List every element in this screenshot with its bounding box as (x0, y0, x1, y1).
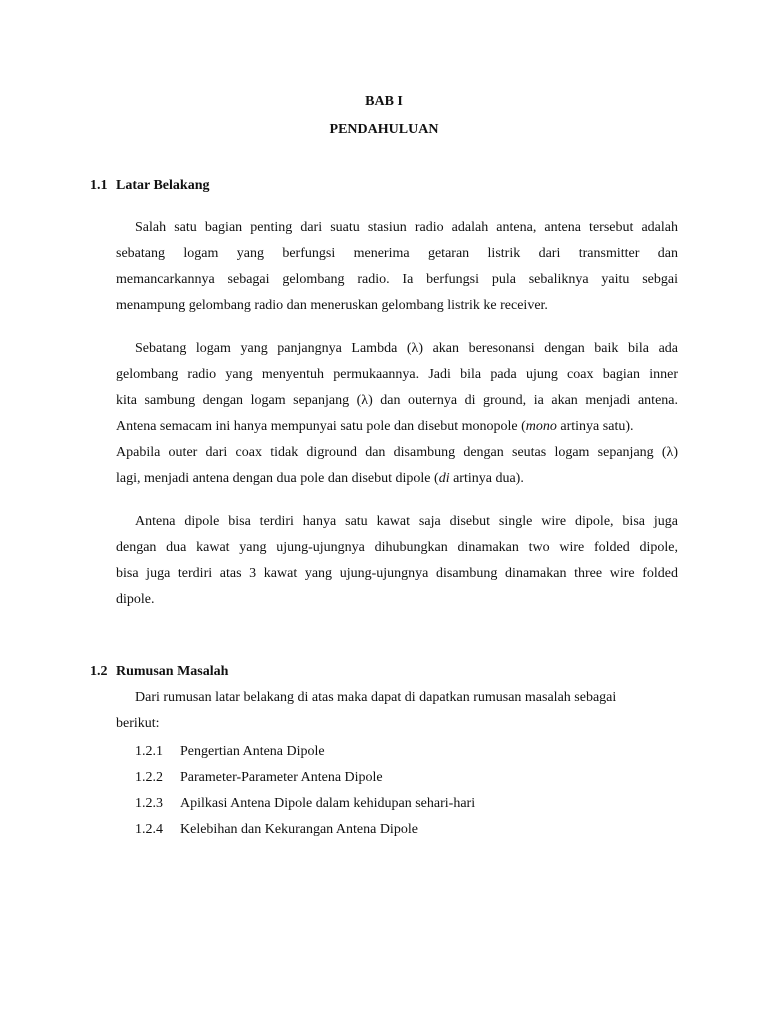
section-number: 1.2 (90, 664, 108, 679)
paragraph-line: Dari rumusan latar belakang di atas maka dapat di dapatkan rumusan masalah sebagai (135, 690, 617, 705)
paragraph-line: memancarkannya sebagai gelombang radio. Ia berfungsi pula sebaliknya yaitu sebgai (116, 272, 678, 287)
list-item (135, 791, 475, 817)
paragraph-line: berikut: (116, 716, 160, 731)
section-heading-latar-belakang (90, 178, 209, 194)
paragraph-line: bisa juga terdiri atas 3 kawat yang ujung-ujungnya disambung dinamakan three wire folded (116, 566, 678, 581)
paragraph-line: kita sambung dengan logam sepanjang (λ) dan outernya di ground, ia akan menjadi antena. (116, 393, 678, 408)
list-item-text: Parameter-Parameter Antena Dipole (180, 770, 383, 785)
list-item-number: 1.2.3 (135, 796, 163, 811)
paragraph-2 (116, 336, 678, 492)
chapter-title: PENDAHULUAN (329, 122, 439, 137)
paragraph-line: menampung gelombang radio dan meneruskan gelombang listrik ke receiver. (116, 298, 548, 313)
paragraph-line: Salah satu bagian penting dari suatu stasiun radio adalah antena, antena tersebut adalah (135, 220, 678, 235)
paragraph-1 (116, 215, 678, 319)
paragraph-line: dipole. (116, 592, 155, 607)
section-heading-rumusan-masalah (90, 664, 228, 680)
paragraph-line: dengan dua kawat yang ujung-ujungnya dihubungkan dinamakan two wire folded dipole, (116, 540, 678, 555)
line-segment: lagi, menjadi antena dengan dua pole dan disebut dipole ( (116, 471, 439, 486)
section-number: 1.1 (90, 178, 108, 193)
paragraph-line (116, 466, 678, 492)
emphasis-mono: mono (525, 419, 557, 434)
paragraph-3 (116, 509, 678, 613)
list-item-text: Kelebihan dan Kekurangan Antena Dipole (180, 822, 418, 837)
list-item (135, 739, 475, 765)
paragraph-line (116, 414, 678, 440)
line-segment: artinya satu). (556, 419, 634, 434)
problem-list (135, 739, 475, 843)
section-title: Rumusan Masalah (116, 664, 229, 679)
paragraph-line: gelombang radio yang menyentuh permukaannya. Jadi bila pada ujung coax bagian inner (116, 367, 678, 382)
chapter-number: BAB I (365, 94, 403, 109)
list-item (135, 817, 475, 843)
paragraph-line: Sebatang logam yang panjangnya Lambda (λ) akan beresonansi dengan baik bila ada (135, 341, 678, 356)
list-item-text: Pengertian Antena Dipole (180, 744, 325, 759)
list-item-number: 1.2.1 (135, 744, 163, 759)
section-title: Latar Belakang (116, 178, 210, 193)
paragraph-line: Apabila outer dari coax tidak diground dan disambung dengan seutas logam sepanjang (λ) (116, 445, 678, 460)
paragraph-intro (116, 685, 678, 737)
line-segment: Antena semacam ini hanya mempunyai satu pole dan disebut monopole ( (116, 419, 526, 434)
paragraph-line: Antena dipole bisa terdiri hanya satu kawat saja disebut single wire dipole, bisa juga (135, 514, 678, 529)
paragraph-line: sebatang logam yang berfungsi menerima getaran listrik dari transmitter dan (116, 246, 678, 261)
list-item-text: Apilkasi Antena Dipole dalam kehidupan sehari-hari (180, 796, 476, 811)
emphasis-di: di (438, 471, 450, 486)
list-item (135, 765, 475, 791)
list-item-number: 1.2.2 (135, 770, 163, 785)
list-item-number: 1.2.4 (135, 822, 163, 837)
line-segment: artinya dua). (449, 471, 524, 486)
